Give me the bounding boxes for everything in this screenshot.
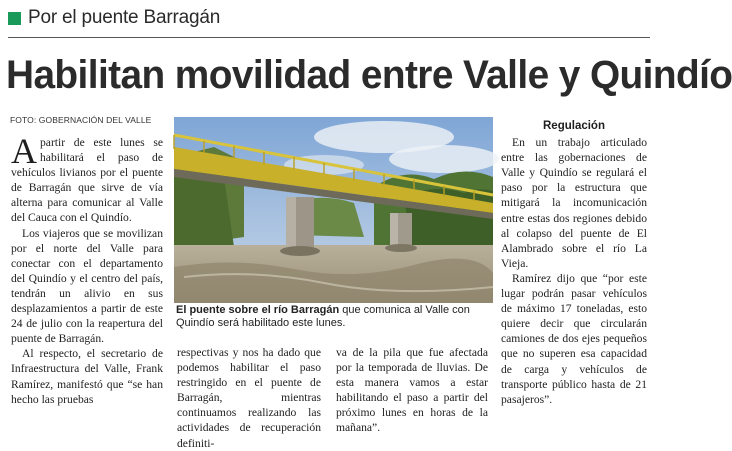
caption-bold: El puente sobre el río Barragán [176, 304, 340, 316]
section-square-icon [8, 12, 21, 25]
section-header [8, 6, 220, 30]
paragraph-text: partir de este lunes se habilitará el paso de vehículos livianos por el puente de Barragán que sirve de vía alterna para comunicar al Valle del Cauca con el Quindío. [11, 136, 163, 225]
section-label: Por el puente Barragán [28, 7, 221, 28]
paragraph [11, 131, 163, 226]
drop-cap: A [11, 131, 37, 171]
paragraph: Al respecto, el secretario de Infraestructura del Valle, Frank Ramírez, manifestó que “se han hecho las pruebas [11, 347, 163, 406]
article-column-4 [501, 119, 647, 407]
paragraph: va de la pila que fue afectada por la temporada de lluvias. De esta manera vamos a estar habilitando el paso a partir del próximo lunes en horas de la mañana”. [336, 346, 488, 435]
subheading: Regulación [543, 120, 605, 132]
paragraph: En un trabajo articulado entre las gobernaciones de Valle y Quindío se regulará el paso por la estructura que mitigará la incomunicación entre estas dos regiones debido al colapso del puente de El Alambrado sobre el río La Vieja. [501, 136, 647, 270]
article-column-1 [11, 131, 163, 407]
paragraph: Los viajeros que se movilizan por el norte del Valle para conectar con el departamento del Quindío y el centro del país, tendrán un alivio en sus desplazamientos a partir de este 24 de julio con la reapertura del puente de Barragán. [11, 226, 163, 346]
photo-caption [176, 304, 492, 330]
article-column-2 [177, 345, 321, 451]
article-column-3 [336, 345, 488, 436]
photo-credit: FOTO: GOBERNACIÓN DEL VALLE [10, 115, 152, 125]
headline: Habilitan movilidad entre Valle y Quindío [6, 53, 732, 97]
paragraph: Ramírez dijo que “por este lugar podrán pasar vehículos de máximo 17 toneladas, esto quiere decir que circularán camiones de dos ejes pequeños que no superen esa capacidad de carga y vehículos de transporte público hasta de 21 pasajeros”. [501, 271, 647, 406]
paragraph: respectivas y nos ha dado que podemos habilitar el paso restringido en el puente de Barragán, mientras continuamos realizando las actividades de recuperación definiti- [177, 346, 321, 450]
caption-text: que comunica al Valle con Quindío será habilitado este lunes. [176, 304, 470, 330]
bridge-photo [174, 117, 493, 303]
bridge-photo-illustration [174, 117, 493, 303]
header-rule [8, 37, 650, 38]
